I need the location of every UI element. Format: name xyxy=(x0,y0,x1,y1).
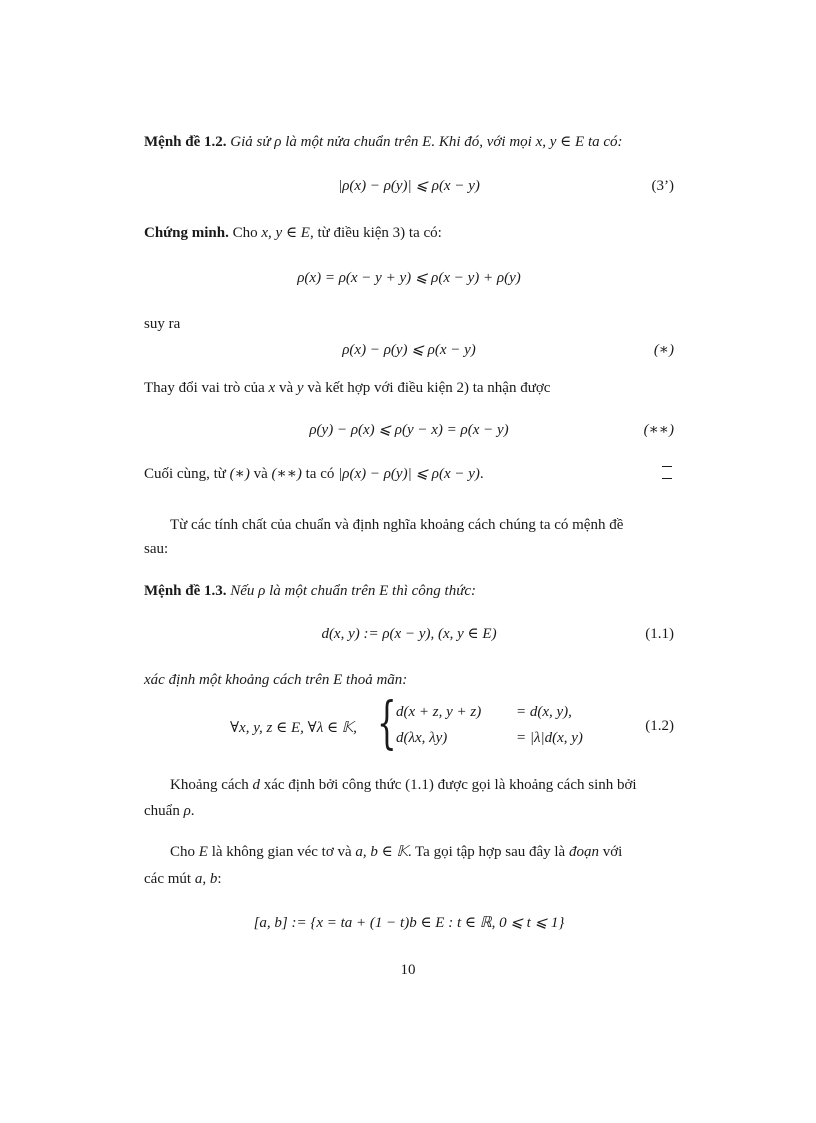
equation-quantifiers: ∀x, y, z ∈ E, ∀λ ∈ 𝕂, xyxy=(230,720,357,736)
equation-formula: ρ(y) − ρ(x) ⩽ ρ(y − x) = ρ(x − y) xyxy=(309,422,509,438)
paragraph-line xyxy=(170,841,674,863)
body-text: . xyxy=(479,466,484,482)
definition-line xyxy=(144,669,674,691)
math-rho: ρ xyxy=(183,803,191,819)
body-text: thoả mãn: xyxy=(342,672,408,688)
proposition-1-2 xyxy=(144,131,674,153)
equation-tag: (1.1) xyxy=(645,626,674,642)
equation-3-prime xyxy=(144,174,674,198)
body-text: xác định bởi công thức (1.1) được gọi là khoảng cách sinh bởi xyxy=(259,777,637,793)
equation-tag: (∗) xyxy=(653,342,674,358)
cases-row-right: = d(x, y), xyxy=(516,704,572,720)
cases-row-1 xyxy=(396,704,572,721)
math-x: x xyxy=(268,380,276,396)
page-number: 10 xyxy=(400,962,416,978)
body-text: . xyxy=(190,803,195,819)
equation-star xyxy=(144,338,674,362)
equation-triangle xyxy=(144,266,674,290)
body-text: Cuối cùng, từ xyxy=(144,466,230,482)
cases-row-right: = |λ|d(x, y) xyxy=(516,730,583,746)
math-rho: ρ xyxy=(258,583,266,599)
inline-formula: |ρ(x) − ρ(y)| ⩽ ρ(x − y) xyxy=(338,466,480,482)
proof-text: , từ điều kiện 3) ta có: xyxy=(309,225,442,241)
prop-text: Giả sử xyxy=(230,134,275,150)
prop-text: là một nửa chuẩn trên xyxy=(281,134,423,150)
body-text: các mút xyxy=(144,871,195,887)
paragraph-line xyxy=(144,800,674,822)
body-text: xác định một khoảng cách trên xyxy=(144,672,334,688)
ref-star: (∗) xyxy=(229,466,250,482)
paragraph-line xyxy=(144,868,674,890)
text-suy-ra: suy ra xyxy=(144,316,181,332)
equation-tag: (3’) xyxy=(651,178,674,194)
body-text: ta có xyxy=(301,466,339,482)
math-E: E xyxy=(379,583,389,599)
proof-text: Cho xyxy=(228,225,262,241)
equation-tag: (1.2) xyxy=(645,718,674,734)
body-text: chuẩn xyxy=(144,803,184,819)
math-E: E xyxy=(575,134,585,150)
math-E: E xyxy=(422,134,432,150)
prop-text: Nếu xyxy=(230,583,259,599)
math-xy: x, y xyxy=(535,134,557,150)
ref-star-star: (∗∗) xyxy=(271,466,302,482)
proposition-label: Mệnh đề 1.3. xyxy=(144,583,227,599)
body-text: Cho xyxy=(170,844,199,860)
cases-row-left: d(x + z, y + z) xyxy=(396,704,482,720)
equation-formula: ρ(x) = ρ(x − y + y) ⩽ ρ(x − y) + ρ(y) xyxy=(297,270,521,286)
math-abK: a, b ∈ 𝕂 xyxy=(355,844,408,860)
prop-text: . Khi đó, với mọi xyxy=(431,134,536,150)
proof-label: Chứng minh. xyxy=(144,225,229,241)
proof-conclusion xyxy=(144,463,674,485)
prop-text: là một chuẩn trên xyxy=(265,583,380,599)
body-text: Thay đổi vai trò của xyxy=(144,380,269,396)
equation-tag: (∗∗) xyxy=(643,422,674,438)
term-doan: đoạn xyxy=(568,844,599,860)
equation-formula: [a, b] := {x = ta + (1 − t)b ∈ E : t ∈ ℝ, 0 ⩽ t ⩽ 1} xyxy=(253,915,565,931)
paragraph-line: sau: xyxy=(144,541,169,557)
equation-formula: ρ(x) − ρ(y) ⩽ ρ(x − y) xyxy=(342,342,476,358)
body-text: Khoảng cách xyxy=(170,777,253,793)
body-text: : xyxy=(217,871,222,887)
math-ab: a, b xyxy=(194,871,218,887)
body-text: với xyxy=(598,844,623,860)
prop-text: thì công thức: xyxy=(388,583,477,599)
equation-1-2 xyxy=(144,691,674,756)
proposition-label: Mệnh đề 1.2. xyxy=(144,134,227,150)
math-in: ∈ xyxy=(556,134,576,150)
equation-1-1 xyxy=(144,622,674,646)
body-text: . Ta gọi tập hợp sau đây là xyxy=(407,844,569,860)
body-text: và xyxy=(275,380,297,396)
math-y: y xyxy=(296,380,304,396)
body-text: là không gian véc tơ và xyxy=(207,844,356,860)
cases-row-left: d(λx, λy) xyxy=(396,730,448,746)
cases-row-2 xyxy=(396,730,583,747)
math-xy-in-E: x, y ∈ E xyxy=(261,225,310,241)
cases-brace: { xyxy=(377,691,397,756)
math-d: d xyxy=(252,777,260,793)
math-rho: ρ xyxy=(274,134,282,150)
paragraph-line xyxy=(170,774,674,796)
equation-formula: d(x, y) := ρ(x − y), (x, y ∈ E) xyxy=(321,626,497,642)
prop-text: ta có: xyxy=(584,134,623,150)
swap-roles-text xyxy=(144,377,674,399)
body-text: và xyxy=(249,466,272,482)
proof-intro xyxy=(144,222,674,244)
qed-symbol xyxy=(662,466,672,479)
math-E: E xyxy=(198,844,208,860)
body-text: và kết hợp với điều kiện 2) ta nhận được xyxy=(303,380,551,396)
paragraph-line: Từ các tính chất của chuẩn và định nghĩa khoảng cách chúng ta có mệnh đề xyxy=(170,517,624,533)
equation-star-star xyxy=(144,418,674,442)
proposition-1-3 xyxy=(144,580,674,602)
math-E: E xyxy=(333,672,343,688)
equation-segment xyxy=(144,911,674,935)
equation-formula: |ρ(x) − ρ(y)| ⩽ ρ(x − y) xyxy=(338,178,480,194)
